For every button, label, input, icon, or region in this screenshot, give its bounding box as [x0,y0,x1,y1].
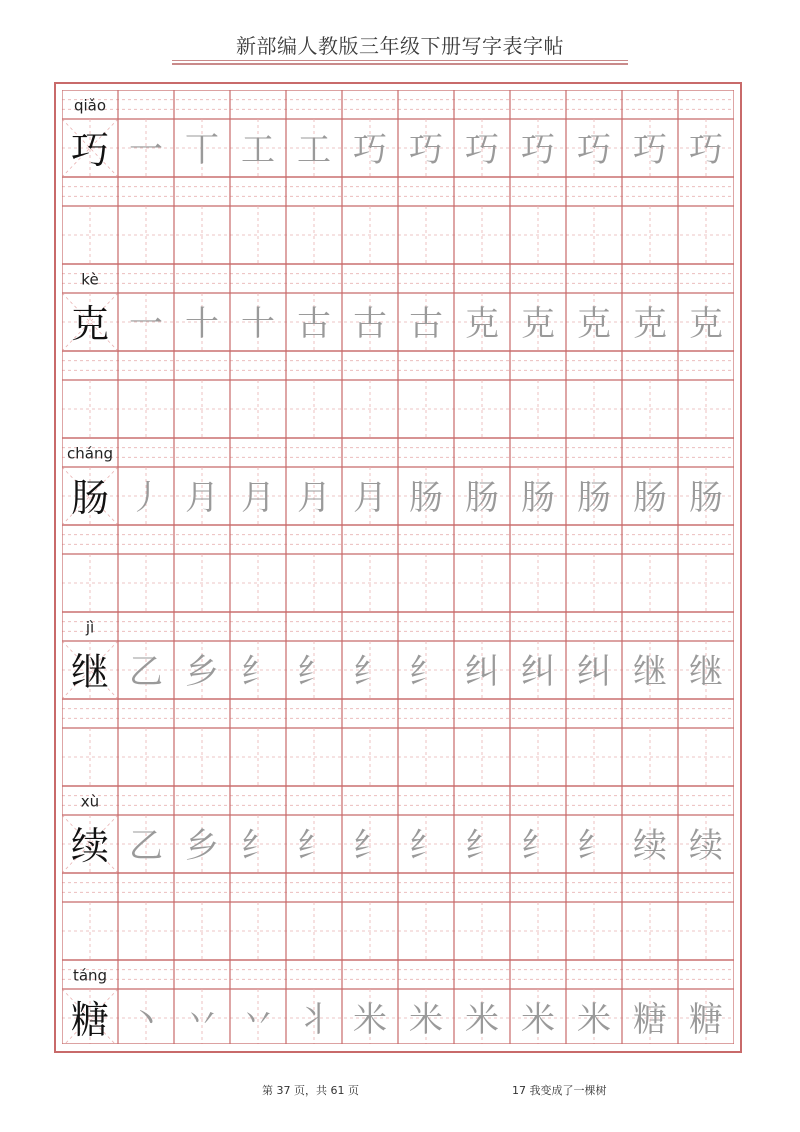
stroke-step-character: 巧 [465,130,499,170]
stroke-step-character: 丅 [185,130,219,170]
stroke-step-character: 克 [577,304,611,344]
stroke-step-character: 月 [353,478,387,518]
stroke-step-character: 纟 [297,652,331,692]
stroke-step-character: 巧 [521,130,555,170]
stroke-step-character: 纟 [353,652,387,692]
stroke-step-character: 纟 [409,652,443,692]
model-character: 续 [70,824,110,868]
practice-grid [62,90,734,1044]
stroke-step-character: 肠 [633,478,667,518]
stroke-step-character: 米 [577,1000,611,1040]
stroke-step-character: 古 [353,304,387,344]
model-character: 克 [70,302,110,346]
stroke-step-character: 肠 [577,478,611,518]
stroke-step-character: 一 [129,304,163,344]
stroke-step-character: 乡 [185,826,219,866]
stroke-step-character: 纟 [241,826,275,866]
model-character: 肠 [70,476,110,520]
stroke-step-character: 纠 [465,652,499,692]
stroke-step-character: 乡 [185,652,219,692]
stroke-step-character: 继 [689,652,723,692]
stroke-step-character: 米 [409,1000,443,1040]
stroke-step-character: 巧 [409,130,443,170]
stroke-step-character: 纟 [521,826,555,866]
stroke-step-character: 丿 [129,478,163,518]
stroke-step-character: 丷 [241,1000,275,1040]
stroke-step-character: 月 [185,478,219,518]
stroke-step-character: 克 [689,304,723,344]
stroke-step-character: 纠 [521,652,555,692]
stroke-step-character: 丶 [129,1000,163,1040]
stroke-step-character: 巧 [633,130,667,170]
title-divider [172,63,628,65]
stroke-step-character: 古 [409,304,443,344]
stroke-step-character: 肠 [465,478,499,518]
stroke-step-character: 十 [241,304,275,344]
stroke-step-character: 十 [185,304,219,344]
stroke-step-character: 乙 [129,826,163,866]
stroke-step-character: 续 [633,826,667,866]
stroke-step-character: 肠 [521,478,555,518]
stroke-step-character: 一 [129,130,163,170]
pinyin-label: kè [81,270,99,289]
stroke-step-character: 乙 [129,652,163,692]
stroke-step-character: 纟 [577,826,611,866]
stroke-step-character: 糖 [689,1000,723,1040]
stroke-step-character: 纟 [297,826,331,866]
stroke-step-character: 克 [633,304,667,344]
stroke-step-character: 古 [297,304,331,344]
stroke-step-character: 米 [465,1000,499,1040]
lesson-title: 17 我变成了一棵树 [512,1084,607,1097]
practice-grid-svg [62,90,734,1044]
title-divider [172,60,628,61]
model-character: 继 [70,650,110,694]
stroke-step-character: 纠 [577,652,611,692]
stroke-step-character: 工 [241,130,275,170]
stroke-step-character: 糖 [633,1000,667,1040]
pinyin-label: cháng [67,444,113,463]
stroke-step-character: 丷 [185,1000,219,1040]
stroke-step-character: 纟 [241,652,275,692]
page-number: 第 37 页，共 61 页 [262,1084,359,1097]
stroke-step-character: 纟 [465,826,499,866]
stroke-step-character: 续 [689,826,723,866]
stroke-step-character: 丬 [297,1000,331,1040]
stroke-step-character: 纟 [353,826,387,866]
pinyin-label: xù [80,792,100,811]
stroke-step-character: 克 [521,304,555,344]
model-character: 巧 [70,128,110,172]
stroke-step-character: 巧 [577,130,611,170]
stroke-step-character: 米 [521,1000,555,1040]
stroke-step-character: 工 [297,130,331,170]
stroke-step-character: 巧 [689,130,723,170]
stroke-step-character: 月 [297,478,331,518]
stroke-step-character: 肠 [409,478,443,518]
stroke-step-character: 继 [633,652,667,692]
stroke-step-character: 纟 [409,826,443,866]
page-title: 新部编人教版三年级下册写字表字帖 [236,34,564,58]
stroke-step-character: 克 [465,304,499,344]
model-character: 糖 [70,998,110,1042]
stroke-step-character: 月 [241,478,275,518]
stroke-step-character: 肠 [689,478,723,518]
stroke-step-character: 米 [353,1000,387,1040]
pinyin-label: jì [85,618,95,637]
pinyin-label: táng [72,966,108,985]
stroke-step-character: 巧 [353,130,387,170]
pinyin-label: qiǎo [73,96,107,115]
